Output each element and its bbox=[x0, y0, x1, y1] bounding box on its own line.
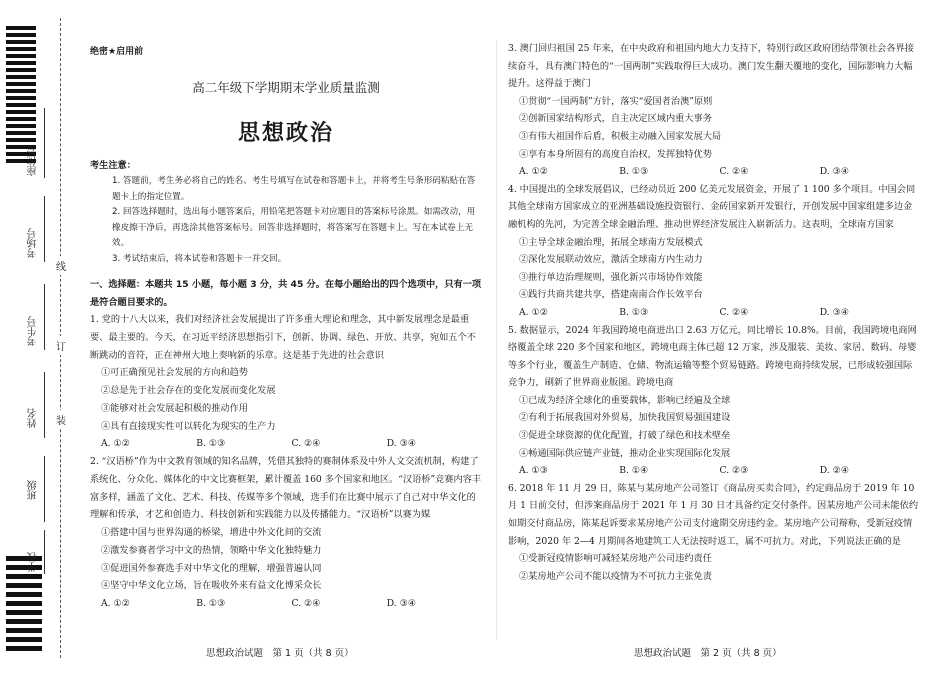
name-label: 姓名 bbox=[28, 408, 39, 428]
choice-d: D. ③④ bbox=[386, 598, 417, 609]
question-stem: 1. 党的十八大以来，我们对经济社会发展提出了许多重大理论和理念，其中新发展理念是最重要、最主要的。今天，在习近平经济思想指引下，创新、协调、绿色、开放、共享，宛如五个不断跳动的音符，正在神州大地上奏响新的乐章。这是基于先进的社会意识 bbox=[90, 314, 476, 361]
question-option: ①主导全球金融治理，拓展全球南方发展模式 bbox=[519, 236, 703, 248]
question-option: ④畅通国际供应链产业链，推动企业实现国际化发展 bbox=[519, 447, 731, 459]
school-label: 学校 bbox=[28, 552, 39, 572]
choice-c: C. ②④ bbox=[719, 166, 749, 178]
question-2 bbox=[90, 453, 482, 613]
question-stem: 2. “汉语桥”作为中文教育领域的知名品牌，凭借其独特的赛制体系及中外人文交流机制，构建了系统化、分众化、媒体化的中文比赛框架，累计覆盖 160 多个国家和地区。“汉语桥”竞赛内容丰富多样，涵盖了文化、艺术、科技、传媒等多个领域，选手们在比赛中展示了自己对中华文化的理解和传承，才艺和创造力、科技创新和实践能力以及传播能力。“汉语桥”以赛为媒 bbox=[90, 456, 482, 521]
exam-room-line[interactable] bbox=[44, 196, 45, 262]
choice-a: A. ①② bbox=[519, 306, 548, 318]
question-5 bbox=[508, 322, 920, 480]
question-1 bbox=[90, 311, 482, 453]
exam-title: 高二年级下学期期末学业质量监测 bbox=[192, 80, 380, 95]
question-option: ①贯彻“一国两制”方针，落实“爱国者治澳”原则 bbox=[519, 95, 713, 107]
class-line[interactable] bbox=[44, 456, 45, 522]
question-option: ②创新国家结构形式，自主决定区域内重大事务 bbox=[519, 113, 712, 125]
notice-item: 3. 考试结束后，将本试卷和答题卡一并交回。 bbox=[112, 253, 287, 264]
question-option: ①可正确预见社会发展的方向和趋势 bbox=[101, 367, 248, 379]
answer-choices bbox=[508, 163, 920, 181]
choice-a: A. ①② bbox=[101, 598, 130, 609]
seal-char-line: 线 bbox=[56, 256, 66, 275]
right-questions bbox=[508, 40, 920, 585]
choice-b: B. ①③ bbox=[196, 438, 226, 450]
choice-c: C. ②④ bbox=[291, 598, 321, 609]
question-option: ②有利于拓展我国对外贸易，加快我国贸易强国建设 bbox=[519, 412, 731, 424]
choice-a: A. ①② bbox=[101, 438, 130, 450]
school-line[interactable] bbox=[44, 530, 45, 574]
question-stem: 5. 数据显示，2024 年我国跨境电商进出口 2.63 万亿元，同比增长 10.8%。目前，我国跨境电商网络覆盖全球 220 多个国家和地区，跨境电商主体已超 12 万家，涉及服装、美妆、家居、数码、母婴等多个行业，覆盖生产制造、仓储、物流运输等整个贸易链路。跨境电商持续发展，已形成较强国际竞争力，刷新了世界商业版图。跨境电商 bbox=[508, 324, 917, 389]
answer-choices bbox=[90, 435, 482, 453]
class-label: 班级 bbox=[28, 480, 39, 500]
candidate-number-label: 考生号 bbox=[28, 316, 39, 346]
seat-number-line[interactable] bbox=[44, 108, 45, 178]
answer-choices bbox=[508, 462, 920, 480]
question-option: ③有伟大祖国作后盾，积极主动融入国家发展大局 bbox=[519, 130, 722, 142]
subject-title: 思想政治 bbox=[237, 121, 334, 146]
confidential-mark: 绝密★启用前 bbox=[90, 47, 144, 57]
question-4 bbox=[508, 181, 920, 322]
choice-b: B. ①③ bbox=[619, 166, 649, 178]
question-option: ②激发参赛者学习中文的热情，领略中华文化独特魅力 bbox=[101, 544, 322, 556]
question-3 bbox=[508, 40, 920, 181]
question-option: ③推行单边治理规则，强化新兴市场协作效能 bbox=[519, 271, 703, 283]
page-footer-right: 思想政治试题 第 2 页（共 8 页） bbox=[634, 648, 782, 659]
notice-list bbox=[112, 174, 480, 268]
choice-d: D. ③④ bbox=[819, 166, 850, 178]
choice-b: B. ①④ bbox=[619, 465, 649, 477]
question-option: ①已成为经济全球化的重要载体，影响已经遍及全球 bbox=[519, 394, 731, 406]
question-6 bbox=[508, 480, 920, 586]
choice-b: B. ①③ bbox=[196, 598, 226, 609]
choice-a: A. ①② bbox=[519, 166, 548, 178]
question-option: ①受新冠疫情影响可减轻某房地产公司违约责任 bbox=[519, 553, 712, 565]
question-option: ②总是先于社会存在的变化发展而变化发展 bbox=[101, 385, 276, 396]
question-stem: 4. 中国提出的全球发展倡议，已经动员近 200 亿美元发展资金，开展了 1 100 多个项目。中国会同其他全球南方国家成立的亚洲基础设施投资银行、金砖国家新开发银行，开创发展中国家组建多边金融机构的先河，为完善全球金融治理、推动世界经济发展注入崭新活力。这表明，全球南方国家 bbox=[508, 183, 916, 230]
choice-c: C. ②④ bbox=[719, 306, 749, 318]
seat-number-label: 座位号 bbox=[28, 146, 39, 176]
seal-char-install: 装 bbox=[56, 410, 66, 429]
question-option: ④坚守中华文化立场，旨在吸收外来有益文化博采众长 bbox=[101, 580, 322, 592]
notice-heading: 考生注意： bbox=[90, 160, 136, 171]
choice-b: B. ①③ bbox=[619, 306, 649, 318]
choice-d: D. ②④ bbox=[819, 465, 850, 477]
question-option: ②某房地产公司不能以疫情为不可抗力主张免责 bbox=[519, 570, 712, 582]
section-heading: 一、选择题：本题共 15 小题，每小题 3 分，共 45 分。在每小题给出的四个选项中，只有一项是符合题目要求的。 bbox=[90, 279, 482, 308]
question-option: ④具有直接现实性可以转化为现实的生产力 bbox=[101, 420, 276, 432]
binding-strip bbox=[0, 0, 84, 675]
notice-item: 1. 答题前，考生务必将自己的姓名、考生号填写在试卷和答题卡上，并将考生号条形码粘贴在答题卡上的指定位置。 bbox=[112, 176, 476, 202]
choice-c: C. ②③ bbox=[719, 465, 749, 477]
answer-choices bbox=[508, 304, 920, 322]
question-stem: 3. 澳门回归祖国 25 年来，在中央政府和祖国内地大力支持下，特别行政区政府团结带领社会各界接续奋斗，具有澳门特色的“一国两制”实践取得巨大成功。澳门发生翻天覆地的变化，国际影响力大幅提升。这得益于澳门 bbox=[508, 43, 914, 90]
page-footer-left: 思想政治试题 第 1 页（共 8 页） bbox=[206, 648, 354, 659]
exam-room-label: 考场号 bbox=[28, 228, 39, 258]
question-option: ①搭建中国与世界沟通的桥梁，增进中外文化间的交流 bbox=[101, 527, 322, 538]
column-divider bbox=[496, 40, 497, 640]
name-line[interactable] bbox=[44, 372, 45, 438]
question-option: ②深化发展联动效应，激活全球南方内生动力 bbox=[519, 254, 703, 266]
question-option: ③能够对社会发展起积极的推动作用 bbox=[101, 402, 248, 414]
choice-c: C. ②④ bbox=[291, 438, 321, 450]
choice-d: D. ③④ bbox=[819, 306, 850, 318]
question-option: ③促进全球资源的优化配置，打破了绿色和技术壁垒 bbox=[519, 430, 731, 442]
candidate-number-line[interactable] bbox=[44, 284, 45, 350]
choice-a: A. ①③ bbox=[519, 465, 548, 477]
left-questions bbox=[90, 311, 482, 613]
question-option: ④践行共商共建共享，搭建南南合作长效平台 bbox=[519, 289, 703, 301]
barcode-top bbox=[6, 26, 36, 166]
question-option: ③促进国外参赛选手对中华文化的理解，增强普遍认同 bbox=[101, 562, 322, 574]
answer-choices bbox=[90, 595, 482, 613]
choice-d: D. ③④ bbox=[386, 438, 417, 450]
question-stem: 6. 2018 年 11 月 29 日，陈某与某房地产公司签订《商品房买卖合同》，约定商品房于 2019 年 10 月 1 日前交付，但涉案商品房于 2021 年 1 月 30 日才具备约定交付条件。因某房地产公司未能依约如期交付商品房，陈某起诉要求某房地产公司支付逾期交房违约金。某房地产公司辩称，受新冠疫情影响，2020 年 2—4 月期间各地建筑工人无法按时返工，属不可抗力。对此，下列说法正确的是 bbox=[508, 482, 919, 547]
seal-char-bind: 订 bbox=[56, 336, 66, 355]
question-option: ④享有本身所固有的高度自治权，发挥独特优势 bbox=[519, 148, 712, 160]
notice-item: 2. 回答选择题时，选出每小题答案后，用铅笔把答题卡对应题目的答案标号涂黑。如需改动，用橡皮擦干净后，再选涂其他答案标号。回答非选择题时，将答案写在答题卡上。写在本试卷上无效。 bbox=[112, 207, 476, 249]
